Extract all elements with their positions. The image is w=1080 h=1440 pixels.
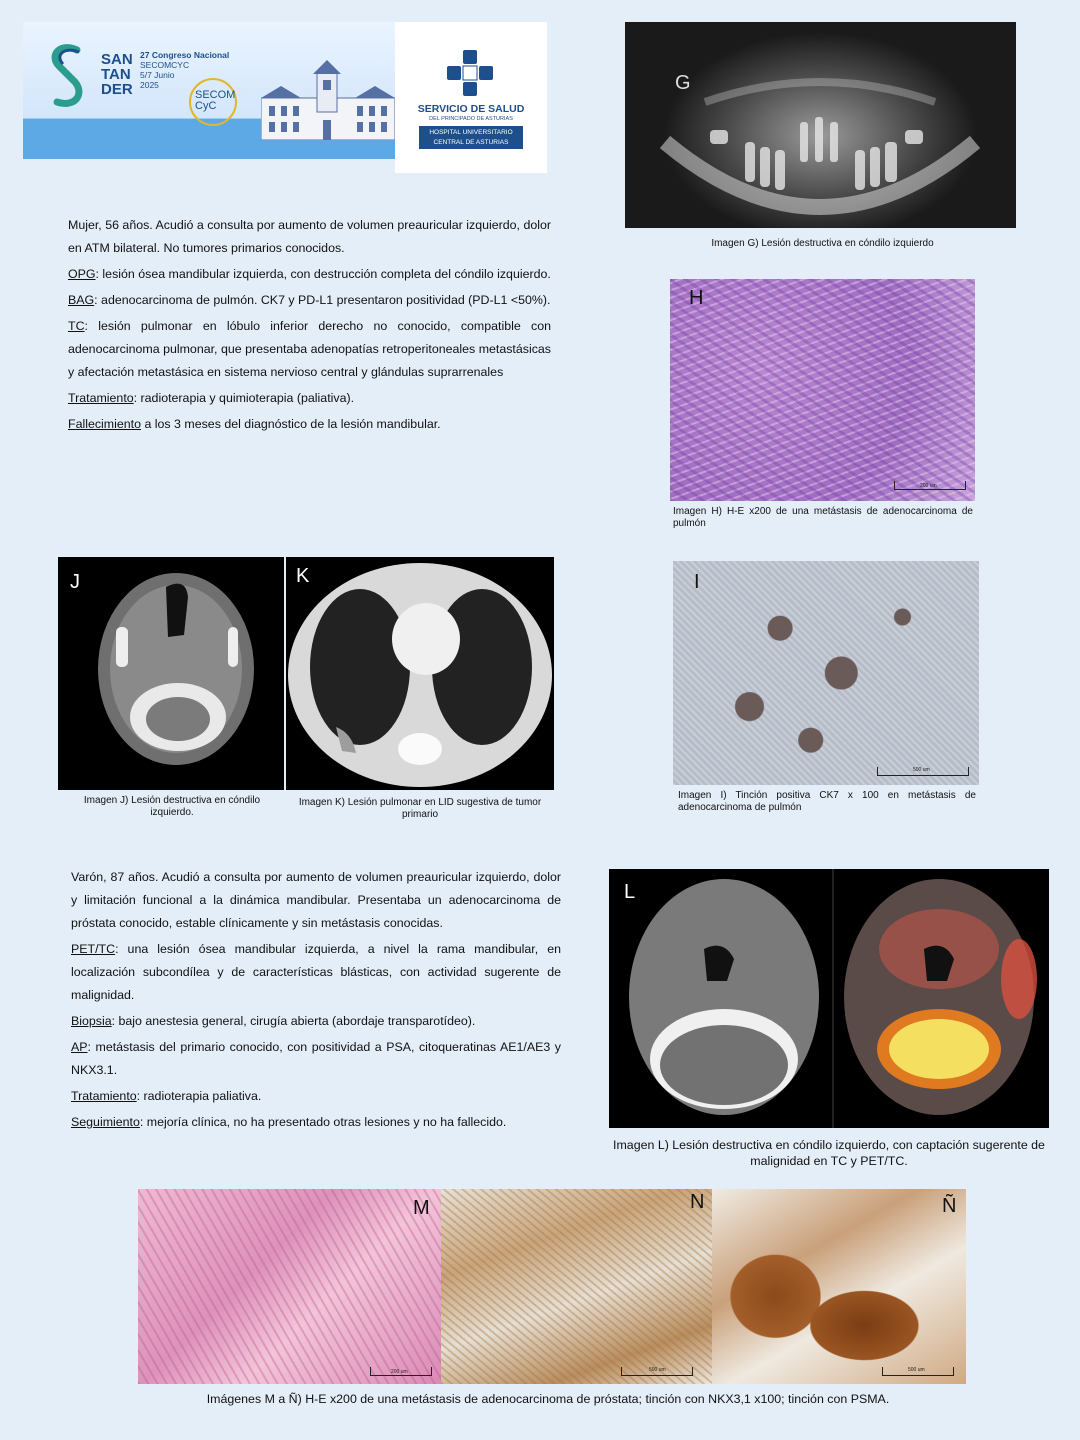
- case2-item: PET/TC: una lesión ósea mandibular izquierda, a nivel la rama mandibular, en localización subcondílea y de características blásticas, con actividad sugerente de malignidad.: [71, 942, 561, 1002]
- congress-info: 27 Congreso Nacional SECOMCYC 5/7 Junio 2025: [140, 50, 230, 90]
- image-n-nkx31-stain: [441, 1189, 712, 1384]
- image-m-letter: M: [413, 1197, 430, 1219]
- congress-s-logo-icon: [45, 40, 89, 112]
- case1-item: TC: lesión pulmonar en lóbulo inferior derecho no conocido, compatible con adenocarcinoma pulmonar, que presentaba adenopatías retroperitoneales metastásicas y afectación metastásica en sistema nervioso central y glándulas suprarrenales: [68, 319, 551, 379]
- image-nn-psma-stain: [712, 1189, 966, 1384]
- case1-item: OPG: lesión ósea mandibular izquierda, con destrucción completa del cóndilo izquierdo.: [68, 267, 551, 281]
- hospital-subtitle: DEL PRINCIPADO DE ASTURIAS: [429, 116, 513, 122]
- congress-city: SAN TAN DER: [101, 51, 133, 98]
- ct-pet-icon: [609, 869, 1049, 1128]
- jaw-xray-icon: [625, 22, 1016, 228]
- case1-item: BAG: adenocarcinoma de pulmón. CK7 y PD-L1 presentaron positividad (PD-L1 <50%).: [68, 293, 551, 307]
- scale-label: 500 um: [649, 1367, 666, 1373]
- image-m-he-stain: [138, 1189, 441, 1384]
- hospital-box: HOSPITAL UNIVERSITARIO CENTRAL DE ASTURIAS: [419, 126, 523, 149]
- ct-head-icon: [58, 557, 284, 790]
- secom-badge: SECOM CyC: [189, 78, 237, 126]
- case2-text: [71, 866, 561, 1137]
- image-h-histology: [670, 279, 975, 501]
- image-i-ck7-stain: [673, 561, 979, 785]
- image-k-caption: Imagen K) Lesión pulmonar en LID sugestiva de tumor primario: [298, 797, 542, 820]
- scale-label: 500 um: [908, 1367, 925, 1373]
- image-l-caption: Imagen L) Lesión destructiva en cóndilo izquierdo, con captación sugerente de malignidad en TC y PET/TC.: [613, 1138, 1045, 1168]
- congress-banner: [23, 22, 395, 159]
- case2-item: Seguimiento: mejoría clínica, no ha presentado otras lesiones y no ha fallecido.: [71, 1115, 507, 1129]
- scale-label: 200 um: [920, 483, 937, 489]
- hospital-title: SERVICIO DE SALUD: [417, 103, 525, 115]
- image-nn-letter: Ñ: [942, 1195, 957, 1217]
- image-g-caption: Imagen G) Lesión destructiva en cóndilo izquierdo: [711, 238, 934, 249]
- case1-intro: Mujer, 56 años. Acudió a consulta por aumento de volumen preauricular izquierdo, dolor en ATM bilateral. No tumores primarios conocidos.: [68, 218, 551, 255]
- scale-label: 200 um: [391, 1369, 408, 1375]
- image-n-letter: N: [690, 1191, 705, 1213]
- case1-text: [68, 214, 551, 439]
- image-h-caption: Imagen H) H-E x200 de una metástasis de adenocarcinoma de pulmón: [673, 506, 973, 529]
- case2-item: AP: metástasis del primario conocido, con positividad a PSA, citoqueratinas AE1/AE3 y NKX3.1.: [71, 1040, 561, 1077]
- image-g-letter: G: [675, 72, 691, 94]
- hospital-logo: [395, 22, 547, 173]
- case2-intro: Varón, 87 años. Acudió a consulta por aumento de volumen preauricular izquierdo, dolor y limitación funcional a la dinámica mandibular. Presentaba un adenocarcinoma de próstata conocido, estable clínicamente y sin metástasis conocidas.: [71, 870, 561, 930]
- case1-item: Tratamiento: radioterapia y quimioterapia (paliativa).: [68, 391, 355, 405]
- ct-thorax-icon: [286, 557, 554, 790]
- image-i-letter: I: [694, 571, 700, 593]
- image-l-letter: L: [624, 881, 636, 903]
- case1-item: Fallecimiento a los 3 meses del diagnóstico de la lesión mandibular.: [68, 417, 441, 431]
- image-h-letter: H: [689, 287, 704, 309]
- case2-item: Biopsia: bajo anestesia general, cirugía abierta (abordaje transparotídeo).: [71, 1014, 476, 1028]
- image-k-ct-thorax: [286, 557, 554, 790]
- images-mn-caption: Imágenes M a Ñ) H-E x200 de una metástasis de adenocarcinoma de próstata; tinción con NKX3,1 x100; tinción con PSMA.: [206, 1392, 890, 1406]
- building-illustration-icon: [261, 60, 395, 140]
- scale-label: 500 um: [913, 767, 930, 773]
- image-i-caption: Imagen I) Tinción positiva CK7 x 100 en metástasis de adenocarcinoma de pulmón: [678, 790, 976, 813]
- image-j-caption: Imagen J) Lesión destructiva en cóndilo izquierdo.: [83, 795, 261, 818]
- health-cross-icon: [447, 50, 493, 96]
- image-j-letter: J: [70, 571, 80, 593]
- case2-item: Tratamiento: radioterapia paliativa.: [71, 1089, 262, 1103]
- image-k-letter: K: [296, 565, 310, 587]
- image-g-panoramic-xray: [625, 22, 1016, 228]
- image-l-ct-pet: [609, 869, 1049, 1128]
- image-j-ct-head: [58, 557, 284, 790]
